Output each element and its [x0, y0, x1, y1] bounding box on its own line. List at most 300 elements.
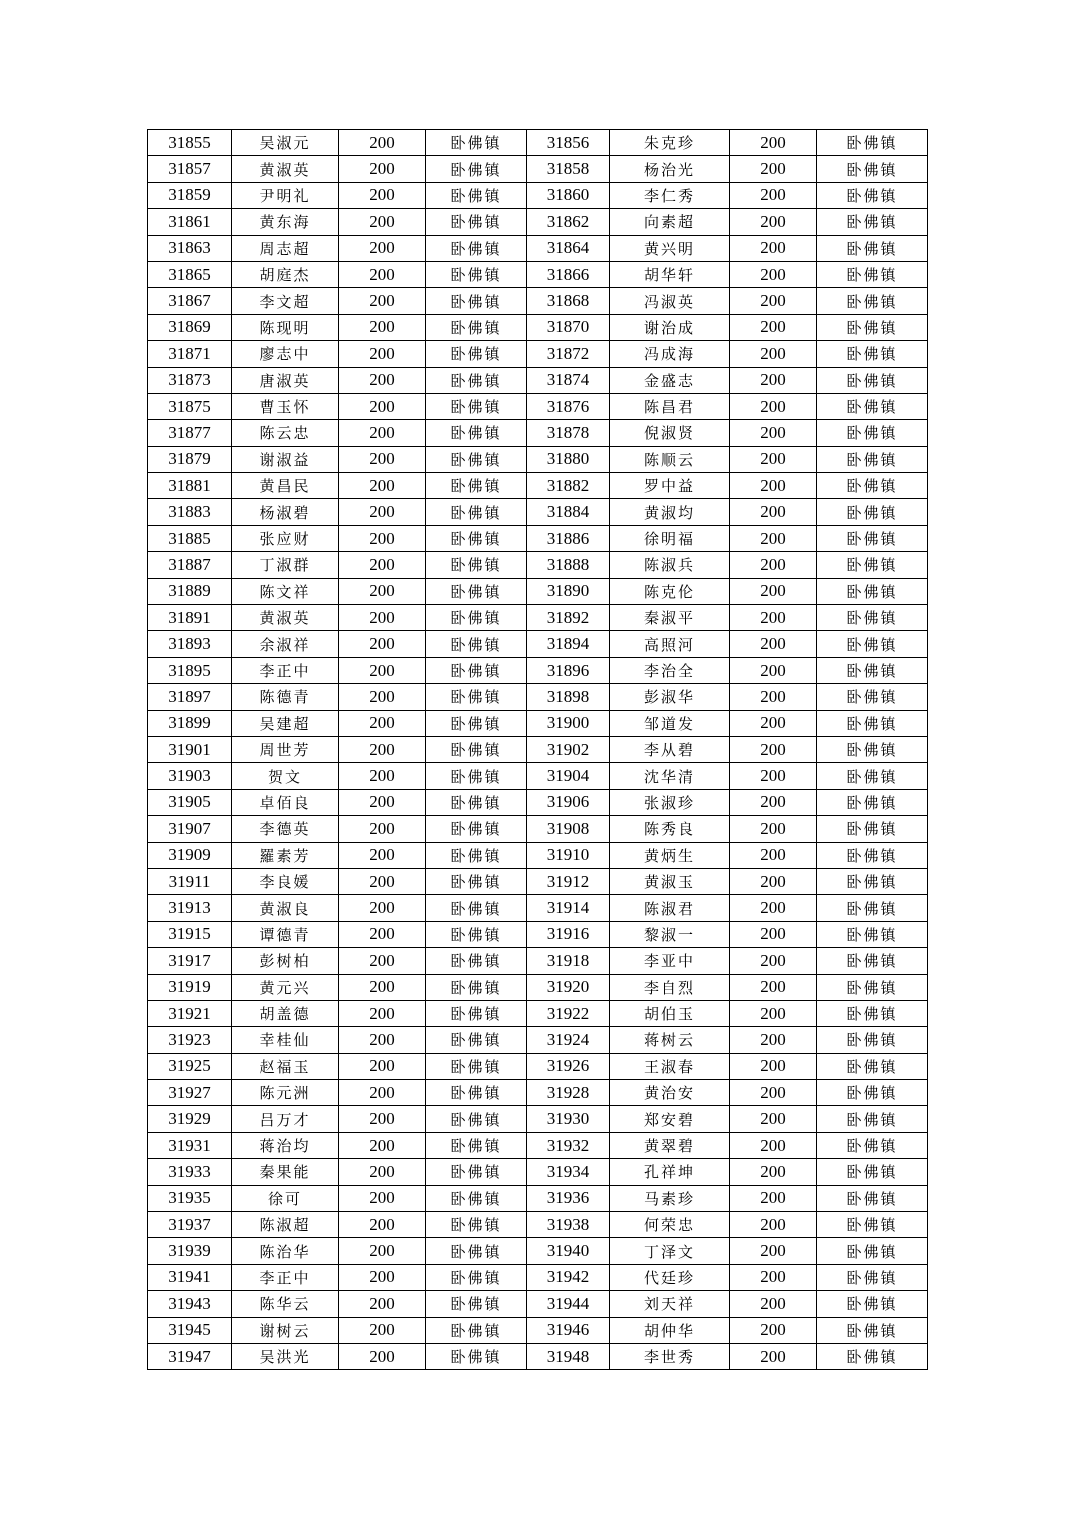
- right-record-id-cell: 31904: [527, 763, 610, 789]
- right-record-id-cell: 31880: [527, 446, 610, 472]
- table-row: [148, 657, 928, 683]
- left-amount-cell: 200: [339, 182, 426, 208]
- right-person-name-cell: 李治全: [610, 657, 730, 683]
- left-town-name-cell: 卧佛镇: [426, 1000, 527, 1026]
- left-person-name-cell: 胡庭杰: [232, 261, 339, 287]
- table-row: [148, 1106, 928, 1132]
- left-amount-cell: 200: [339, 130, 426, 156]
- right-amount-cell: 200: [730, 605, 817, 631]
- right-person-name-cell: 郑安碧: [610, 1106, 730, 1132]
- right-person-name-cell: 向素超: [610, 209, 730, 235]
- right-town-name-cell: 卧佛镇: [817, 130, 928, 156]
- left-town-name-cell: 卧佛镇: [426, 895, 527, 921]
- left-amount-cell: 200: [339, 341, 426, 367]
- right-town-name-cell: 卧佛镇: [817, 156, 928, 182]
- left-person-name-cell: 幸桂仙: [232, 1027, 339, 1053]
- left-person-name-cell: 胡盖德: [232, 1000, 339, 1026]
- left-amount-cell: 200: [339, 974, 426, 1000]
- right-town-name-cell: 卧佛镇: [817, 235, 928, 261]
- left-town-name-cell: 卧佛镇: [426, 657, 527, 683]
- table-row: [148, 314, 928, 340]
- left-town-name-cell: 卧佛镇: [426, 868, 527, 894]
- table-row: [148, 921, 928, 947]
- left-person-name-cell: 黄淑英: [232, 156, 339, 182]
- table-row: [148, 1291, 928, 1317]
- right-person-name-cell: 陈昌君: [610, 393, 730, 419]
- right-record-id-cell: 31920: [527, 974, 610, 1000]
- right-person-name-cell: 代廷珍: [610, 1264, 730, 1290]
- right-person-name-cell: 徐明福: [610, 525, 730, 551]
- table-row: [148, 868, 928, 894]
- left-record-id-cell: 31923: [148, 1027, 232, 1053]
- left-town-name-cell: 卧佛镇: [426, 1212, 527, 1238]
- left-person-name-cell: 余淑祥: [232, 631, 339, 657]
- left-person-name-cell: 陈文祥: [232, 578, 339, 604]
- left-record-id-cell: 31917: [148, 948, 232, 974]
- right-person-name-cell: 朱克珍: [610, 130, 730, 156]
- left-person-name-cell: 李良媛: [232, 868, 339, 894]
- right-town-name-cell: 卧佛镇: [817, 1080, 928, 1106]
- right-person-name-cell: 黄淑均: [610, 499, 730, 525]
- right-town-name-cell: 卧佛镇: [817, 974, 928, 1000]
- right-town-name-cell: 卧佛镇: [817, 1185, 928, 1211]
- left-person-name-cell: 黄元兴: [232, 974, 339, 1000]
- right-record-id-cell: 31934: [527, 1159, 610, 1185]
- right-amount-cell: 200: [730, 420, 817, 446]
- right-town-name-cell: 卧佛镇: [817, 1317, 928, 1343]
- right-town-name-cell: 卧佛镇: [817, 1291, 928, 1317]
- left-record-id-cell: 31879: [148, 446, 232, 472]
- left-amount-cell: 200: [339, 209, 426, 235]
- left-town-name-cell: 卧佛镇: [426, 1027, 527, 1053]
- left-town-name-cell: 卧佛镇: [426, 974, 527, 1000]
- right-amount-cell: 200: [730, 1264, 817, 1290]
- left-record-id-cell: 31889: [148, 578, 232, 604]
- left-amount-cell: 200: [339, 868, 426, 894]
- right-town-name-cell: 卧佛镇: [817, 473, 928, 499]
- right-record-id-cell: 31942: [527, 1264, 610, 1290]
- right-amount-cell: 200: [730, 868, 817, 894]
- right-amount-cell: 200: [730, 156, 817, 182]
- left-record-id-cell: 31925: [148, 1053, 232, 1079]
- left-town-name-cell: 卧佛镇: [426, 473, 527, 499]
- right-amount-cell: 200: [730, 552, 817, 578]
- right-record-id-cell: 31876: [527, 393, 610, 419]
- right-town-name-cell: 卧佛镇: [817, 710, 928, 736]
- right-person-name-cell: 罗中益: [610, 473, 730, 499]
- right-person-name-cell: 倪淑贤: [610, 420, 730, 446]
- left-record-id-cell: 31931: [148, 1132, 232, 1158]
- right-record-id-cell: 31894: [527, 631, 610, 657]
- left-record-id-cell: 31863: [148, 235, 232, 261]
- right-record-id-cell: 31940: [527, 1238, 610, 1264]
- right-town-name-cell: 卧佛镇: [817, 1027, 928, 1053]
- left-person-name-cell: 黄淑良: [232, 895, 339, 921]
- right-record-id-cell: 31948: [527, 1343, 610, 1369]
- right-amount-cell: 200: [730, 473, 817, 499]
- left-town-name-cell: 卧佛镇: [426, 1185, 527, 1211]
- table-row: [148, 789, 928, 815]
- left-town-name-cell: 卧佛镇: [426, 1264, 527, 1290]
- right-amount-cell: 200: [730, 736, 817, 762]
- left-record-id-cell: 31921: [148, 1000, 232, 1026]
- left-person-name-cell: 陈云忠: [232, 420, 339, 446]
- table-row: [148, 684, 928, 710]
- left-record-id-cell: 31941: [148, 1264, 232, 1290]
- right-person-name-cell: 彭淑华: [610, 684, 730, 710]
- left-record-id-cell: 31885: [148, 525, 232, 551]
- right-record-id-cell: 31906: [527, 789, 610, 815]
- right-town-name-cell: 卧佛镇: [817, 552, 928, 578]
- right-town-name-cell: 卧佛镇: [817, 393, 928, 419]
- right-person-name-cell: 陈淑君: [610, 895, 730, 921]
- right-town-name-cell: 卧佛镇: [817, 1000, 928, 1026]
- right-person-name-cell: 黄淑玉: [610, 868, 730, 894]
- left-amount-cell: 200: [339, 288, 426, 314]
- right-town-name-cell: 卧佛镇: [817, 1343, 928, 1369]
- left-town-name-cell: 卧佛镇: [426, 1317, 527, 1343]
- left-amount-cell: 200: [339, 1343, 426, 1369]
- left-amount-cell: 200: [339, 578, 426, 604]
- left-amount-cell: 200: [339, 1080, 426, 1106]
- left-person-name-cell: 吴洪光: [232, 1343, 339, 1369]
- left-town-name-cell: 卧佛镇: [426, 1053, 527, 1079]
- right-record-id-cell: 31946: [527, 1317, 610, 1343]
- right-person-name-cell: 李世秀: [610, 1343, 730, 1369]
- left-town-name-cell: 卧佛镇: [426, 842, 527, 868]
- left-record-id-cell: 31909: [148, 842, 232, 868]
- right-person-name-cell: 刘天祥: [610, 1291, 730, 1317]
- left-record-id-cell: 31939: [148, 1238, 232, 1264]
- left-town-name-cell: 卧佛镇: [426, 393, 527, 419]
- right-town-name-cell: 卧佛镇: [817, 420, 928, 446]
- right-amount-cell: 200: [730, 842, 817, 868]
- right-person-name-cell: 张淑珍: [610, 789, 730, 815]
- right-town-name-cell: 卧佛镇: [817, 578, 928, 604]
- table-row: [148, 736, 928, 762]
- left-person-name-cell: 黄昌民: [232, 473, 339, 499]
- right-record-id-cell: 31890: [527, 578, 610, 604]
- table-row: [148, 1027, 928, 1053]
- table-row: [148, 130, 928, 156]
- right-town-name-cell: 卧佛镇: [817, 948, 928, 974]
- right-amount-cell: 200: [730, 1317, 817, 1343]
- left-person-name-cell: 吕万才: [232, 1106, 339, 1132]
- right-record-id-cell: 31932: [527, 1132, 610, 1158]
- left-town-name-cell: 卧佛镇: [426, 921, 527, 947]
- left-amount-cell: 200: [339, 367, 426, 393]
- right-amount-cell: 200: [730, 1132, 817, 1158]
- table-row: [148, 393, 928, 419]
- right-person-name-cell: 胡伯玉: [610, 1000, 730, 1026]
- right-town-name-cell: 卧佛镇: [817, 1159, 928, 1185]
- left-town-name-cell: 卧佛镇: [426, 578, 527, 604]
- table-row: [148, 288, 928, 314]
- left-person-name-cell: 谭德青: [232, 921, 339, 947]
- left-person-name-cell: 尹明礼: [232, 182, 339, 208]
- table-row: [148, 341, 928, 367]
- left-town-name-cell: 卧佛镇: [426, 1238, 527, 1264]
- right-amount-cell: 200: [730, 182, 817, 208]
- left-person-name-cell: 曹玉怀: [232, 393, 339, 419]
- left-person-name-cell: 杨淑碧: [232, 499, 339, 525]
- table-row: [148, 473, 928, 499]
- left-amount-cell: 200: [339, 895, 426, 921]
- right-town-name-cell: 卧佛镇: [817, 182, 928, 208]
- left-person-name-cell: 秦果能: [232, 1159, 339, 1185]
- left-town-name-cell: 卧佛镇: [426, 525, 527, 551]
- right-person-name-cell: 陈顺云: [610, 446, 730, 472]
- left-town-name-cell: 卧佛镇: [426, 288, 527, 314]
- left-record-id-cell: 31897: [148, 684, 232, 710]
- right-town-name-cell: 卧佛镇: [817, 525, 928, 551]
- right-record-id-cell: 31918: [527, 948, 610, 974]
- left-town-name-cell: 卧佛镇: [426, 631, 527, 657]
- left-record-id-cell: 31861: [148, 209, 232, 235]
- right-town-name-cell: 卧佛镇: [817, 789, 928, 815]
- left-person-name-cell: 谢淑益: [232, 446, 339, 472]
- left-amount-cell: 200: [339, 499, 426, 525]
- left-person-name-cell: 吴建超: [232, 710, 339, 736]
- left-amount-cell: 200: [339, 1264, 426, 1290]
- right-person-name-cell: 蒋树云: [610, 1027, 730, 1053]
- left-town-name-cell: 卧佛镇: [426, 1291, 527, 1317]
- left-person-name-cell: 丁淑群: [232, 552, 339, 578]
- left-amount-cell: 200: [339, 1291, 426, 1317]
- right-amount-cell: 200: [730, 921, 817, 947]
- table-row: [148, 1264, 928, 1290]
- right-town-name-cell: 卧佛镇: [817, 763, 928, 789]
- right-amount-cell: 200: [730, 789, 817, 815]
- right-person-name-cell: 沈华清: [610, 763, 730, 789]
- left-record-id-cell: 31869: [148, 314, 232, 340]
- left-person-name-cell: 陈淑超: [232, 1212, 339, 1238]
- right-record-id-cell: 31930: [527, 1106, 610, 1132]
- right-record-id-cell: 31892: [527, 605, 610, 631]
- left-record-id-cell: 31905: [148, 789, 232, 815]
- right-town-name-cell: 卧佛镇: [817, 1264, 928, 1290]
- left-town-name-cell: 卧佛镇: [426, 710, 527, 736]
- right-person-name-cell: 杨治光: [610, 156, 730, 182]
- right-record-id-cell: 31866: [527, 261, 610, 287]
- left-town-name-cell: 卧佛镇: [426, 1159, 527, 1185]
- left-person-name-cell: 谢树云: [232, 1317, 339, 1343]
- table-row: [148, 1000, 928, 1026]
- left-amount-cell: 200: [339, 789, 426, 815]
- left-amount-cell: 200: [339, 420, 426, 446]
- table-row: [148, 420, 928, 446]
- left-person-name-cell: 徐可: [232, 1185, 339, 1211]
- left-record-id-cell: 31903: [148, 763, 232, 789]
- right-amount-cell: 200: [730, 393, 817, 419]
- table-row: [148, 499, 928, 525]
- right-town-name-cell: 卧佛镇: [817, 921, 928, 947]
- left-amount-cell: 200: [339, 948, 426, 974]
- right-record-id-cell: 31874: [527, 367, 610, 393]
- right-town-name-cell: 卧佛镇: [817, 209, 928, 235]
- right-person-name-cell: 黄翠碧: [610, 1132, 730, 1158]
- right-amount-cell: 200: [730, 209, 817, 235]
- table-row: [148, 816, 928, 842]
- left-record-id-cell: 31857: [148, 156, 232, 182]
- right-person-name-cell: 胡华轩: [610, 261, 730, 287]
- left-person-name-cell: 周世芳: [232, 736, 339, 762]
- left-town-name-cell: 卧佛镇: [426, 605, 527, 631]
- left-record-id-cell: 31943: [148, 1291, 232, 1317]
- left-person-name-cell: 李正中: [232, 1264, 339, 1290]
- left-town-name-cell: 卧佛镇: [426, 499, 527, 525]
- right-record-id-cell: 31900: [527, 710, 610, 736]
- right-person-name-cell: 李亚中: [610, 948, 730, 974]
- left-amount-cell: 200: [339, 1132, 426, 1158]
- left-person-name-cell: 贺文: [232, 763, 339, 789]
- table-row: [148, 710, 928, 736]
- subsidy-roster-table: [147, 129, 928, 1370]
- right-person-name-cell: 秦淑平: [610, 605, 730, 631]
- left-person-name-cell: 李文超: [232, 288, 339, 314]
- right-amount-cell: 200: [730, 288, 817, 314]
- left-record-id-cell: 31927: [148, 1080, 232, 1106]
- right-person-name-cell: 黎淑一: [610, 921, 730, 947]
- left-amount-cell: 200: [339, 314, 426, 340]
- right-person-name-cell: 黄兴明: [610, 235, 730, 261]
- right-person-name-cell: 胡仲华: [610, 1317, 730, 1343]
- table-row: [148, 209, 928, 235]
- right-record-id-cell: 31926: [527, 1053, 610, 1079]
- right-amount-cell: 200: [730, 578, 817, 604]
- right-town-name-cell: 卧佛镇: [817, 499, 928, 525]
- right-amount-cell: 200: [730, 1080, 817, 1106]
- table-row: [148, 446, 928, 472]
- left-record-id-cell: 31947: [148, 1343, 232, 1369]
- table-row: [148, 261, 928, 287]
- left-town-name-cell: 卧佛镇: [426, 1106, 527, 1132]
- table-row: [148, 605, 928, 631]
- right-person-name-cell: 李从碧: [610, 736, 730, 762]
- left-town-name-cell: 卧佛镇: [426, 156, 527, 182]
- right-person-name-cell: 丁泽文: [610, 1238, 730, 1264]
- right-amount-cell: 200: [730, 1185, 817, 1211]
- right-record-id-cell: 31922: [527, 1000, 610, 1026]
- right-person-name-cell: 黄炳生: [610, 842, 730, 868]
- right-town-name-cell: 卧佛镇: [817, 341, 928, 367]
- left-amount-cell: 200: [339, 842, 426, 868]
- table-row: [148, 948, 928, 974]
- right-person-name-cell: 马素珍: [610, 1185, 730, 1211]
- left-town-name-cell: 卧佛镇: [426, 446, 527, 472]
- table-row: [148, 367, 928, 393]
- left-amount-cell: 200: [339, 1027, 426, 1053]
- left-amount-cell: 200: [339, 1053, 426, 1079]
- left-record-id-cell: 31915: [148, 921, 232, 947]
- left-amount-cell: 200: [339, 657, 426, 683]
- left-record-id-cell: 31945: [148, 1317, 232, 1343]
- left-town-name-cell: 卧佛镇: [426, 552, 527, 578]
- left-person-name-cell: 陈治华: [232, 1238, 339, 1264]
- right-town-name-cell: 卧佛镇: [817, 1106, 928, 1132]
- left-record-id-cell: 31919: [148, 974, 232, 1000]
- left-record-id-cell: 31899: [148, 710, 232, 736]
- left-person-name-cell: 黄东海: [232, 209, 339, 235]
- right-record-id-cell: 31938: [527, 1212, 610, 1238]
- right-record-id-cell: 31878: [527, 420, 610, 446]
- right-amount-cell: 200: [730, 130, 817, 156]
- left-amount-cell: 200: [339, 710, 426, 736]
- right-person-name-cell: 陈淑兵: [610, 552, 730, 578]
- left-town-name-cell: 卧佛镇: [426, 130, 527, 156]
- right-amount-cell: 200: [730, 1343, 817, 1369]
- left-record-id-cell: 31859: [148, 182, 232, 208]
- left-record-id-cell: 31929: [148, 1106, 232, 1132]
- left-person-name-cell: 陈德青: [232, 684, 339, 710]
- table-row: [148, 842, 928, 868]
- right-town-name-cell: 卧佛镇: [817, 736, 928, 762]
- right-amount-cell: 200: [730, 1000, 817, 1026]
- right-town-name-cell: 卧佛镇: [817, 1212, 928, 1238]
- left-person-name-cell: 陈元洲: [232, 1080, 339, 1106]
- left-record-id-cell: 31883: [148, 499, 232, 525]
- right-record-id-cell: 31936: [527, 1185, 610, 1211]
- table-row: [148, 525, 928, 551]
- table-row: [148, 763, 928, 789]
- table-row: [148, 578, 928, 604]
- left-amount-cell: 200: [339, 1238, 426, 1264]
- left-person-name-cell: 周志超: [232, 235, 339, 261]
- left-person-name-cell: 陈现明: [232, 314, 339, 340]
- right-town-name-cell: 卧佛镇: [817, 842, 928, 868]
- left-record-id-cell: 31891: [148, 605, 232, 631]
- left-record-id-cell: 31911: [148, 868, 232, 894]
- table-row: [148, 974, 928, 1000]
- left-record-id-cell: 31887: [148, 552, 232, 578]
- left-person-name-cell: 张应财: [232, 525, 339, 551]
- right-person-name-cell: 李仁秀: [610, 182, 730, 208]
- right-record-id-cell: 31882: [527, 473, 610, 499]
- left-record-id-cell: 31901: [148, 736, 232, 762]
- right-town-name-cell: 卧佛镇: [817, 895, 928, 921]
- left-person-name-cell: 李德英: [232, 816, 339, 842]
- right-amount-cell: 200: [730, 657, 817, 683]
- table-row: [148, 1212, 928, 1238]
- right-record-id-cell: 31862: [527, 209, 610, 235]
- right-person-name-cell: 冯成海: [610, 341, 730, 367]
- left-record-id-cell: 31935: [148, 1185, 232, 1211]
- right-town-name-cell: 卧佛镇: [817, 605, 928, 631]
- left-person-name-cell: 卓佰良: [232, 789, 339, 815]
- table-row: [148, 895, 928, 921]
- left-amount-cell: 200: [339, 763, 426, 789]
- right-amount-cell: 200: [730, 974, 817, 1000]
- right-record-id-cell: 31928: [527, 1080, 610, 1106]
- right-town-name-cell: 卧佛镇: [817, 1053, 928, 1079]
- left-town-name-cell: 卧佛镇: [426, 209, 527, 235]
- right-person-name-cell: 陈秀良: [610, 816, 730, 842]
- left-person-name-cell: 黄淑英: [232, 605, 339, 631]
- left-town-name-cell: 卧佛镇: [426, 789, 527, 815]
- left-town-name-cell: 卧佛镇: [426, 341, 527, 367]
- left-record-id-cell: 31871: [148, 341, 232, 367]
- right-amount-cell: 200: [730, 1053, 817, 1079]
- left-amount-cell: 200: [339, 1106, 426, 1132]
- left-town-name-cell: 卧佛镇: [426, 816, 527, 842]
- right-amount-cell: 200: [730, 235, 817, 261]
- right-record-id-cell: 31858: [527, 156, 610, 182]
- left-amount-cell: 200: [339, 446, 426, 472]
- table-row: [148, 1343, 928, 1369]
- right-person-name-cell: 谢治成: [610, 314, 730, 340]
- right-person-name-cell: 王淑春: [610, 1053, 730, 1079]
- left-record-id-cell: 31913: [148, 895, 232, 921]
